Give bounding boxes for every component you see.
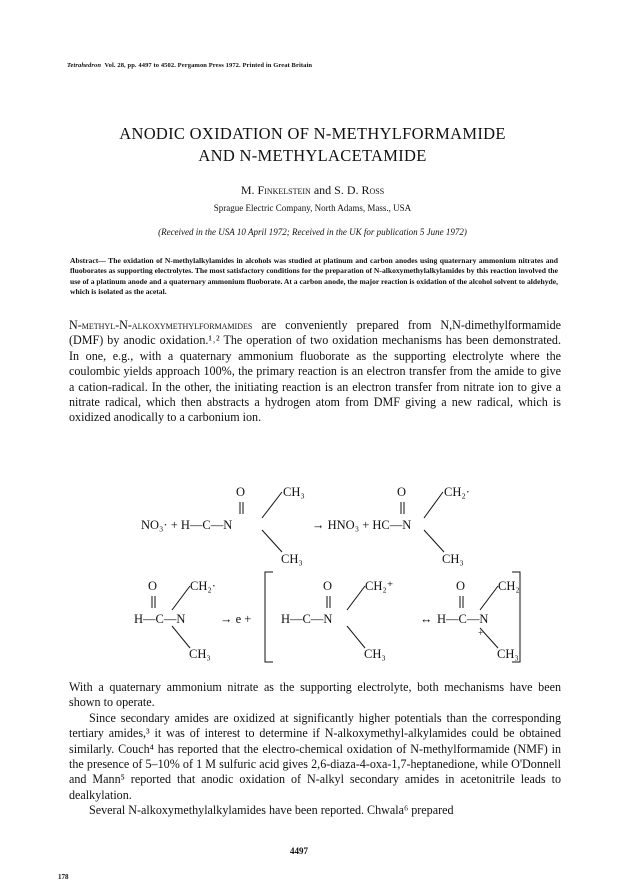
author-2: S. D. Ross — [334, 183, 385, 197]
scheme-r1-ch3-bottom: CH₃ — [281, 552, 303, 566]
journal-citation: Vol. 28, pp. 4497 to 4502. Pergamon Press 1972. Printed in Great Britain — [104, 62, 313, 69]
scheme-r1-products: → HNO₃ + HC—N — [312, 518, 412, 532]
abstract-label: Abstract — [70, 256, 99, 265]
scheme-r1-reactants: NO₃· + H—C—N — [141, 518, 233, 532]
scheme-resonance-arrow: ↔ — [420, 612, 433, 626]
scheme-r1-ch3-top: CH₃ — [283, 485, 305, 499]
scheme-r1-ch3-right: CH₃ — [442, 552, 464, 566]
footer-mark: 178 — [58, 873, 69, 881]
reaction-scheme — [0, 480, 625, 675]
body-continued — [69, 680, 561, 819]
abstract-text: — The oxidation of N-methylalkylamides in alcohols was studied at platinum and carbon anodes using quaternary ammonium nitrates and fluoborates as supporting electrolytes. The most satisfactory conditions for the preparation of N-alkoxymethylalkylamides by this reaction involved the use of a platinum anode and a quaternary ammonium fluoborate. At a carbon anode, the major reaction is oxidation of the alcohol solvent to aldehyde, which is isolated as the acetal. — [70, 256, 558, 297]
author-conjunction: and — [313, 183, 332, 197]
scheme-r2-oxygen-2: O — [323, 579, 333, 593]
scheme-r1-oxygen-right: O — [397, 485, 407, 499]
page-number: 4497 — [290, 846, 308, 856]
affiliation: Sprague Electric Company, North Adams, Mass., USA — [213, 203, 412, 213]
scheme-r2-amide-2: H—C—N — [281, 612, 333, 626]
scheme-r2-amide-1: H—C—N — [134, 612, 186, 626]
scheme-r2-arrow-electron: → e + — [220, 612, 252, 626]
scheme-r2-ch2: CH₂ — [498, 579, 520, 593]
scheme-r2-ch3-2: CH₃ — [364, 647, 386, 661]
scheme-r2-ch3-3: CH₃ — [497, 647, 519, 661]
paragraph-1-text: are conveniently prepared from N,N-dimethylformamide (DMF) by anodic oxidation.¹˒² The operation of two oxidation mechanisms has been demonstrated. In one, e.g., with a quaternary ammonium fluoborate as the supporting electrolyte where the coulombic yields approach 100%, the primary reaction is an electron transfer from the amide to give a cation-radical. In the other, the initiating reaction is an electron transfer from nitrate ion to give a nitrate radical, which then abstracts a hydrogen atom from DMF giving a new radical, which is oxidized anodically to a carbonium ion. — [69, 318, 561, 425]
scheme-r1-ch2-radical: CH₂· — [444, 485, 470, 499]
author-line — [60, 183, 565, 198]
scheme-r2-positive-charge: + — [478, 628, 484, 638]
paper-title-line2: AND N-METHYLACETAMIDE — [198, 146, 427, 165]
scheme-r2-ch2-cation: CH₂⁺ — [365, 579, 394, 593]
paragraph-4: Several N-alkoxymethylalkylamides have been reported. Chwala⁶ prepared — [89, 803, 454, 818]
scheme-r2-oxygen-3: O — [456, 579, 466, 593]
paragraph-1 — [69, 318, 561, 426]
journal-header — [67, 62, 312, 69]
paper-title-line1: ANODIC OXIDATION OF N-METHYLFORMAMIDE — [119, 124, 506, 143]
paragraph-3: Since secondary amides are oxidized at significantly higher potentials than the corresponding tertiary amides,³ it was of interest to determine if N-alkoxymethyl-alkylamides could be obtained similarly. Couch⁴ has reported that the electro-chemical oxidation of N-methylformamide (NMF) in the presence of 5–10% of 1 M sulfuric acid gives 2,6-diaza-4-oxa-1,7-heptanedione, while O'Donnell and Mann⁵ reported that anodic oxidation of N-alkyl secondary amides in acetonitrile leads to dealkylation. — [69, 710, 561, 802]
received-dates: (Received in the USA 10 April 1972; Received in the UK for publication 5 June 1972) — [158, 227, 467, 237]
abstract — [70, 256, 558, 298]
scheme-r1-oxygen-left: O — [236, 485, 246, 499]
author-1: M. Finkelstein — [240, 183, 311, 197]
scheme-r2-ch2-radical: CH₂· — [190, 579, 216, 593]
scheme-r2-ch3-1: CH₃ — [189, 647, 211, 661]
paragraph-1-lead: N-methyl-N-alkoxymethylformamides — [69, 318, 253, 332]
journal-name: Tetrahedron — [67, 62, 102, 69]
scheme-r2-oxygen-1: O — [148, 579, 158, 593]
scheme-r2-amide-3: H—C—N — [437, 612, 489, 626]
paragraph-2: With a quaternary ammonium nitrate as the supporting electrolyte, both mechanisms have been shown to operate. — [69, 680, 561, 710]
